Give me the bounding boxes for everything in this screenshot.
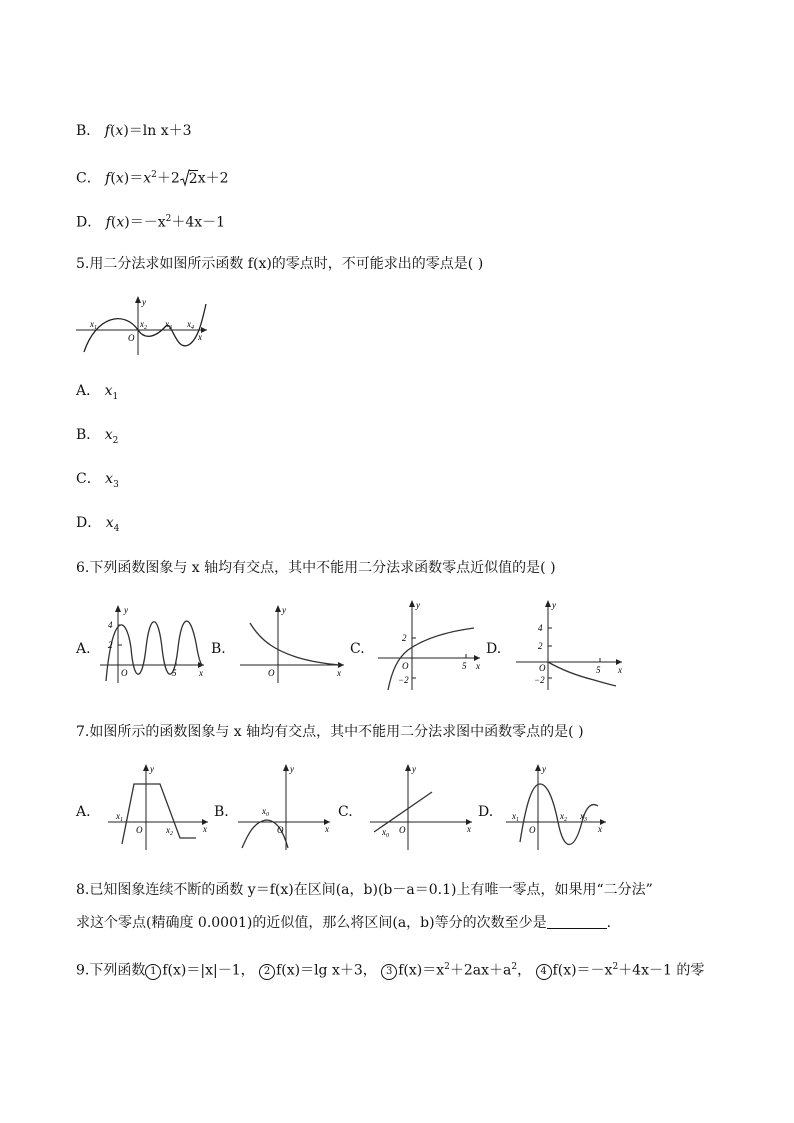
q6-graph-b	[236, 603, 348, 685]
svg-text:2: 2	[402, 633, 407, 643]
svg-text:x: x	[325, 824, 329, 834]
root-x2-label: $x_2$	[140, 319, 147, 331]
svg-text:5: 5	[172, 668, 177, 678]
option-d-prev: D． $f(x)=-x^2+4x-1$	[76, 214, 226, 231]
answer-blank[interactable]	[547, 914, 607, 929]
radical-sign	[180, 169, 190, 187]
root-x1-label: $x_1$	[90, 319, 97, 331]
svg-text:y: y	[412, 764, 416, 774]
svg-text:−2: −2	[534, 675, 545, 685]
option-label: D．	[76, 214, 102, 231]
q7-graph-c	[366, 762, 476, 852]
svg-text:x: x	[598, 824, 602, 834]
svg-text:x: x	[199, 668, 203, 678]
q6-label-c: C.	[350, 641, 365, 657]
svg-text:y: y	[282, 605, 286, 615]
q7-label-c: C.	[338, 804, 353, 820]
circled-number-4: 4	[536, 964, 552, 980]
question-8-line-2: 求这个零点(精确度 0.0001)的近似值，那么将区间(a，b)等分的次数至少是 .	[76, 915, 612, 931]
q7-graph-d	[502, 762, 610, 852]
option-expr-post: ＋4x－1	[171, 214, 226, 231]
svg-text:x: x	[337, 668, 341, 678]
q6-graph-c	[374, 598, 484, 692]
option-b-prev: B． f(x)＝ln x＋3	[76, 123, 192, 139]
svg-text:x2: $x_2$	[166, 825, 173, 837]
q6-label-d: D.	[486, 641, 502, 657]
svg-text:O: O	[268, 668, 275, 678]
svg-text:4: 4	[538, 623, 543, 633]
svg-text:x: x	[203, 824, 207, 834]
svg-text:O: O	[121, 668, 128, 678]
q5-option-b: B． $x_2$	[76, 427, 119, 446]
svg-text:y: y	[150, 764, 154, 774]
q5-graph	[74, 294, 212, 356]
y-axis-label: y	[142, 297, 146, 307]
svg-text:2: 2	[108, 640, 113, 650]
x-axis-label: x	[198, 332, 202, 342]
q7-label-d: D.	[478, 804, 494, 820]
svg-text:x3: $x_3$	[580, 811, 587, 823]
svg-text:y: y	[552, 600, 556, 610]
question-9-text: 9.下列函数 1 f(x)＝|x|－1， 2 f(x)＝lg x＋3， 3 $f(x)=x^2+2ax+a^2$， 4 $f(x)=-x^2+4x-1$ 的零	[76, 962, 705, 979]
q7-graph-b	[234, 762, 334, 852]
q6-label-a: A.	[76, 641, 91, 657]
svg-text:O: O	[136, 825, 143, 835]
q7-label-b: B.	[214, 804, 229, 820]
svg-text:x: x	[618, 665, 622, 675]
svg-text:x1: $x_1$	[116, 811, 123, 823]
svg-text:x2: $x_2$	[560, 811, 567, 823]
question-7-text: 7.如图所示的函数图象与 x 轴均有交点，其中不能用二分法求图中函数零点的是( )	[76, 724, 584, 740]
svg-text:x0: $x_0$	[382, 827, 389, 839]
svg-text:2: 2	[538, 641, 543, 651]
option-label: B．	[76, 123, 101, 139]
svg-text:y: y	[542, 764, 546, 774]
circled-number-1: 1	[145, 964, 161, 980]
q7-label-a: A.	[76, 804, 91, 820]
svg-text:5: 5	[462, 661, 467, 671]
q5-option-a: A． $x_1$	[76, 383, 119, 402]
circled-number-3: 3	[381, 964, 397, 980]
option-expr-pre: ＝－x	[129, 214, 166, 231]
q6-graph-a	[96, 603, 208, 685]
svg-text:O: O	[402, 661, 409, 671]
svg-text:4: 4	[108, 620, 113, 630]
svg-text:x0: $x_0$	[262, 806, 269, 818]
svg-text:O: O	[539, 663, 546, 673]
svg-text:y: y	[124, 605, 128, 615]
fx: f	[104, 123, 110, 139]
option-label: C．	[76, 170, 101, 187]
radicand: 2	[188, 170, 198, 187]
question-5-text: 5.用二分法求如图所示函数 f(x)的零点时，不可能求出的零点是( )	[76, 256, 484, 272]
svg-text:O: O	[277, 825, 284, 835]
svg-text:y: y	[416, 600, 420, 610]
option-expr-post: x＋2	[197, 170, 229, 187]
circled-number-2: 2	[259, 964, 275, 980]
q7-graph-a	[104, 762, 212, 852]
svg-text:−2: −2	[398, 675, 409, 685]
option-expr: ln x＋3	[142, 123, 192, 139]
svg-text:O: O	[529, 825, 536, 835]
svg-text:5: 5	[596, 665, 601, 675]
svg-text:y: y	[290, 764, 294, 774]
q6-label-b: B.	[211, 641, 226, 657]
root-x4-label: $x_4$	[187, 319, 194, 331]
option-expr-pre: ＋2	[156, 170, 180, 187]
question-6-text: 6.下列函数图象与 x 轴均有交点，其中不能用二分法求函数零点近似值的是( )	[76, 560, 556, 576]
svg-text:x: x	[476, 661, 480, 671]
q5-option-d: D． $x_4$	[76, 515, 120, 534]
svg-text:O: O	[399, 825, 406, 835]
option-c-prev: C． $f(x)=x^2+2$ 2x＋2	[76, 170, 229, 187]
svg-text:x1: $x_1$	[512, 811, 519, 823]
q5-option-c: C． $x_3$	[76, 471, 119, 490]
svg-text:x: x	[467, 824, 471, 834]
origin-label: O	[128, 333, 135, 343]
root-x3-label: $x_3$	[165, 319, 172, 331]
question-8-line-1: 8.已知图象连续不断的函数 y＝f(x)在区间(a，b)(b－a＝0.1)上有唯一零点，如果用“二分法”	[76, 882, 653, 898]
q6-graph-d	[512, 598, 626, 692]
